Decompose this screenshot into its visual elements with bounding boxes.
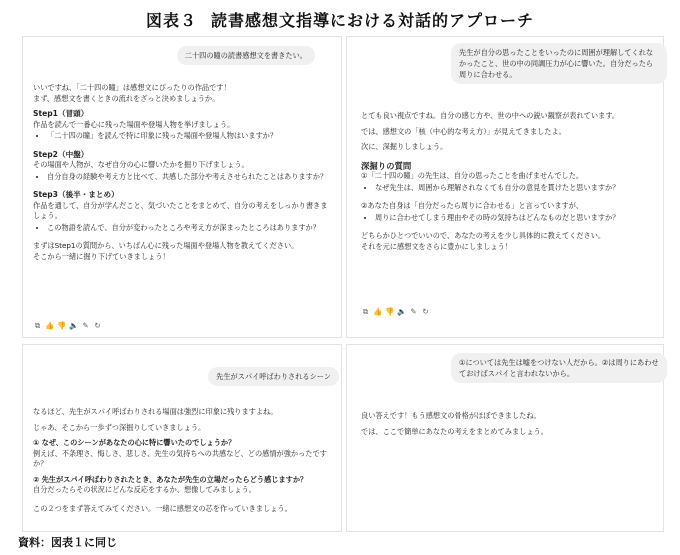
question-text: ② 先生がスパイ呼ばわりされたとき、あなたが先生の立場だったらどう感じますか？	[33, 474, 308, 484]
step-bullet: • 自分自身の経験や考え方と比べて、共感した部分や考えさせられたことはありますか？	[47, 172, 333, 183]
assistant-reply	[33, 83, 333, 262]
message-actions	[33, 321, 102, 330]
reply-text: では、ここで簡単にあなたの考えをまとめてみましょう。	[361, 426, 548, 436]
refresh-icon[interactable]: ↻	[422, 307, 429, 316]
figure-label: 図表３	[145, 11, 197, 30]
user-message-bubble	[451, 353, 667, 383]
assistant-reply	[33, 407, 337, 514]
user-message-bubble: 先生がスパイ呼ばわりされるシーン	[208, 367, 339, 386]
user-message-bubble: 二十四の瞳の読書感想文を書きたい。	[177, 46, 315, 65]
step-bullet: • この物語を読んで、自分が変わったところや考え方が深まったところはありますか？	[47, 223, 333, 234]
thumbs-down-icon[interactable]: 👎	[385, 307, 395, 316]
user-message-text: ①については先生は嘘をつけない人だから。②は周りにあわせ	[459, 358, 659, 367]
edit-icon[interactable]: ✎	[82, 321, 89, 330]
chat-panel-1	[22, 36, 342, 338]
section-heading: 深掘りの質問	[361, 160, 412, 171]
reply-text: それを元に感想文をさらに豊かにしましょう！	[361, 241, 512, 251]
thumbs-up-icon[interactable]: 👍	[373, 307, 383, 316]
reply-text: なるほど、先生がスパイ呼ばわりされる場面は強烈に印象に残りますよね。	[33, 407, 278, 416]
message-actions	[361, 307, 430, 316]
chat-panel-2	[346, 36, 664, 338]
question-text: ②あなた自身は「自分だったら周りに合わせる」と言っていますが、	[361, 201, 584, 210]
reply-text: この２つをまず答えてみてください。一緒に感想文の芯を作っていきましょう。	[33, 503, 292, 513]
question-bullet: • なぜ先生は、周囲から理解されなくても自分の意見を貫けたと思いますか？	[375, 183, 657, 194]
refresh-icon[interactable]: ↻	[94, 321, 101, 330]
step-heading: Step3（後半・まとめ）	[33, 190, 119, 199]
reply-text: じゃあ、そこから一歩ずつ深掘りしていきましょう。	[33, 422, 206, 432]
speaker-icon[interactable]: 🔈	[397, 307, 407, 316]
user-message-text: 先生が自分の思ったことをいったのに周囲が理解してくれなかったこと、世の中の同調圧力が心に響いた。自分だったら周りに	[459, 48, 654, 79]
assistant-reply	[361, 111, 657, 252]
edit-icon[interactable]: ✎	[410, 307, 417, 316]
reply-text: とても良い視点ですね。自分の感じ方や、世の中への鋭い観察が表れています。	[361, 111, 620, 120]
reply-text: どちらかひとつでいいので、あなたの考えを少し具体的に教えてください。	[361, 231, 606, 240]
user-message-bubble	[451, 43, 667, 84]
speaker-icon[interactable]: 🔈	[69, 321, 79, 330]
reply-text: まずはStep1の質問から、いちばん心に残った場面や登場人物を教えてください。	[33, 241, 299, 250]
thumbs-up-icon[interactable]: 👍	[45, 321, 55, 330]
chat-panel-3	[22, 344, 342, 532]
step-text: 作品を読んで一番心に残った場面や登場人物を挙げましょう。	[33, 119, 235, 129]
question-bullet: • 周りに合わせてしまう理由やその時の気持ちはどんなものだと思いますか？	[375, 213, 657, 224]
user-message-text: ておけばスパイと言われないから。	[459, 369, 575, 378]
step-bullet: • 「二十四の瞳」を読んで特に印象に残った場面や登場人物はいますか？	[47, 131, 333, 142]
step-heading: Step2（中盤）	[33, 149, 89, 159]
copy-icon[interactable]: ⧉	[34, 321, 41, 330]
figure-source: 資料：図表１に同じ	[18, 536, 117, 549]
chat-panel-4	[346, 344, 664, 532]
reply-text: そこから一緒に掘り下げていきましょう！	[33, 251, 170, 261]
reply-text: まず、感想文を書くときの流れをざっと決めましょうか。	[33, 93, 220, 103]
figure-title-row	[0, 8, 680, 31]
step-text: その場面や人物が、なぜ自分の心に響いたかを掘り下げましょう。	[33, 160, 249, 169]
copy-icon[interactable]: ⧉	[362, 307, 369, 316]
reply-text: いいですね、「二十四の瞳」は感想文にぴったりの作品です！	[33, 83, 231, 92]
question-text: ①「二十四の瞳」の先生は、自分の思ったことを曲げませんでした。	[361, 171, 584, 180]
reply-text: 良い答えです！もう感想文の骨格がほぼできましたね。	[361, 411, 541, 420]
assistant-reply	[361, 411, 657, 437]
step-heading: Step1（冒頭）	[33, 109, 89, 118]
reply-text: 次に、深掘りしましょう。	[361, 142, 448, 151]
figure-title: 読書感想文指導における対話的アプローチ	[211, 11, 535, 30]
question-text: ① なぜ、このシーンがあなたの心に特に響いたのでしょうか？	[33, 438, 236, 447]
question-sub: 例えば、不条理さ、悔しさ、悲しさ、先生の気持ちへの共感など、どの感情が強かったですか？	[33, 448, 327, 468]
question-sub: 自分だったらその状況にどんな反応をするか、想像してみましょう。	[33, 485, 256, 494]
step-text: 作品を通して、自分が学んだこと、気づいたことをまとめて、自分の考えをしっかり書きましょう。	[33, 200, 328, 220]
reply-text: では、感想文の「核（中心的な考え方）」が見えてきましたよ。	[361, 126, 566, 136]
user-message-text: 合わせる。	[480, 70, 517, 79]
thumbs-down-icon[interactable]: 👎	[57, 321, 67, 330]
